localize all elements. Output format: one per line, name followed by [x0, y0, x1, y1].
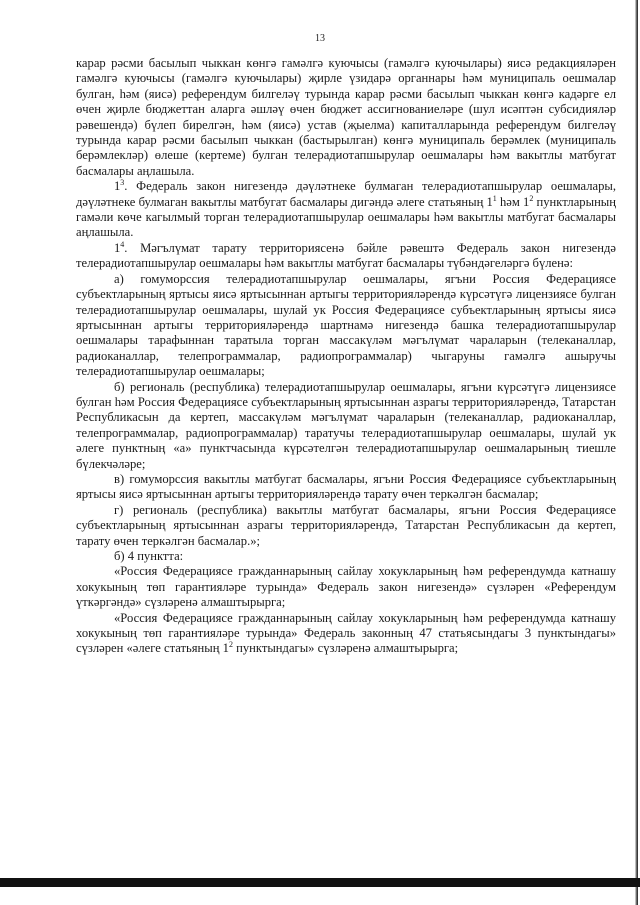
- document-body: [76, 56, 616, 657]
- paragraph-item-b: б) региональ (республика) телерадиотапшырулар оешмалары, ягъни күрсәтүгә лицензиясе булган һәм Россия Федерациясе субъектларының яртысыннан азрагы территорияләрендә, Татарстан Республикасын да кертеп, массакүләм мәгълүмат чараларын (телеканаллар, радиоканаллар, телепрограммалар, радиопрограммалар) таратучы телерадиотапшырулар оешмалары, шулай ук әлеге пунктның «а» пунктчасында күрсәтелгән телерадиотапшырулар оешмаларының тиешле бүлекчәләре;: [76, 379, 616, 471]
- paragraph-continuation: карар рәсми басылып чыккан көнгә гамәлгә куючысы (гамәлгә куючылары) яисә редакцияләрен гамәлгә куючысы (гамәлгә куючылары) җирле үзидарә органнары һәм муниципаль оешмалар булган, һәм (яисә) референдум билгеләү турында карар рәсми басылып чыккан көнгә кадәрге ел өчен җирле бюджеттан аларга әшләү өчен бюджет ассигнованиеләре (шул исәптән субсидияләр рәвешендә) бүлеп бирелгән, һәм (яисә) устав (җыелма) капиталларында референдум билгеләү турында карар рәсми басылып чыккан (бастырылган) көнгә муниципаль берәмлек (муниципаль берәмлекләр) өлеше (кертеме) булган телерадиотапшырулар оешмалары һәм вакытлы матбугат басмалары аңлашыла.: [76, 56, 616, 178]
- page-number: 13: [315, 33, 325, 44]
- paragraph-replace-2: «Россия Федерациясе гражданнарының сайлау хокукларының һәм референдумда катнашу хокукының төп гарантияләре турында» Федераль законның 47 статьясындагы 3 пунктындагы» сүзләрен «әлеге статьяның $1^2$ пунктындагы» сүзләренә алмаштырырга;: [76, 610, 616, 656]
- scan-edge-bottom: [0, 878, 640, 887]
- paragraph-item-a: а) гомуморссия телерадиотапшырулар оешмалары, ягъни Россия Федерациясе субъектларының яртысы яисә яртысыннан артыгы территорияләрендә күрсәтүгә лицензиясе булган телерадиотапшырулар оешмалары, шулай ук Россия Федерациясе субъектларының яртысы яисә яртысыннан артыгы территорияләрендә шартнамә нигезендә башка телерадиотапшырулар оешмалары тарафыннан таратыла торган массакүләм мәгълүмат чараларын (телеканаллар, радиоканаллар, телепрограммалар, радиопрограммалар) чыгаруны гамәлгә ашыручы телерадиотапшырулар оешмалары;: [76, 271, 616, 379]
- paragraph-1-4: $1^4$. Мәгълүмат тарату территориясенә бәйле рәвештә Федераль закон нигезендә телерадиотапшырулар оешмалары һәм вакытлы матбугат басмалары түбәндәгеләргә бүленә:: [76, 239, 616, 271]
- paragraph-item-g: г) региональ (республика) вакытлы матбугат басмалары, ягъни Россия Федерациясе субъектларының яртысыннан азрагы территорияләрендә, Татарстан Республикасын да кертеп, тарату өчен теркәлгән басмалар.»;: [76, 502, 616, 548]
- paragraph-1-3: $1^3$. Федераль закон нигезендә дәүләтнеке булмаган телерадиотапшырулар оешмалары, дәүләтнеке булмаган вакытлы матбугат басмалары дигәндә әлеге статьяның $1^1$ һәм $1^2$ пунктларының гамәли көче кагылмый торган телерадиотапшырулар оешмалары һәм вакытлы матбугат басмалары аңлашыла.: [76, 178, 617, 240]
- paragraph-item-v: в) гомуморссия вакытлы матбугат басмалары, ягъни Россия Федерациясе субъектларының яртысы яисә яртысыннан артыгы территорияләрендә тарату өчен теркәлгән басмалар;: [76, 471, 616, 502]
- scan-edge-right: [635, 0, 638, 905]
- paragraph-replace-1: «Россия Федерациясе гражданнарының сайлау хокукларының һәм референдумда катнашу хокукының төп гарантияләре турында» Федераль закон нигезендә» сүзләрен «Референдум үткәргәндә» сүзләренә алмаштырырга;: [76, 564, 616, 610]
- paragraph-subitem-b-4: б) 4 пунктта:: [114, 549, 184, 563]
